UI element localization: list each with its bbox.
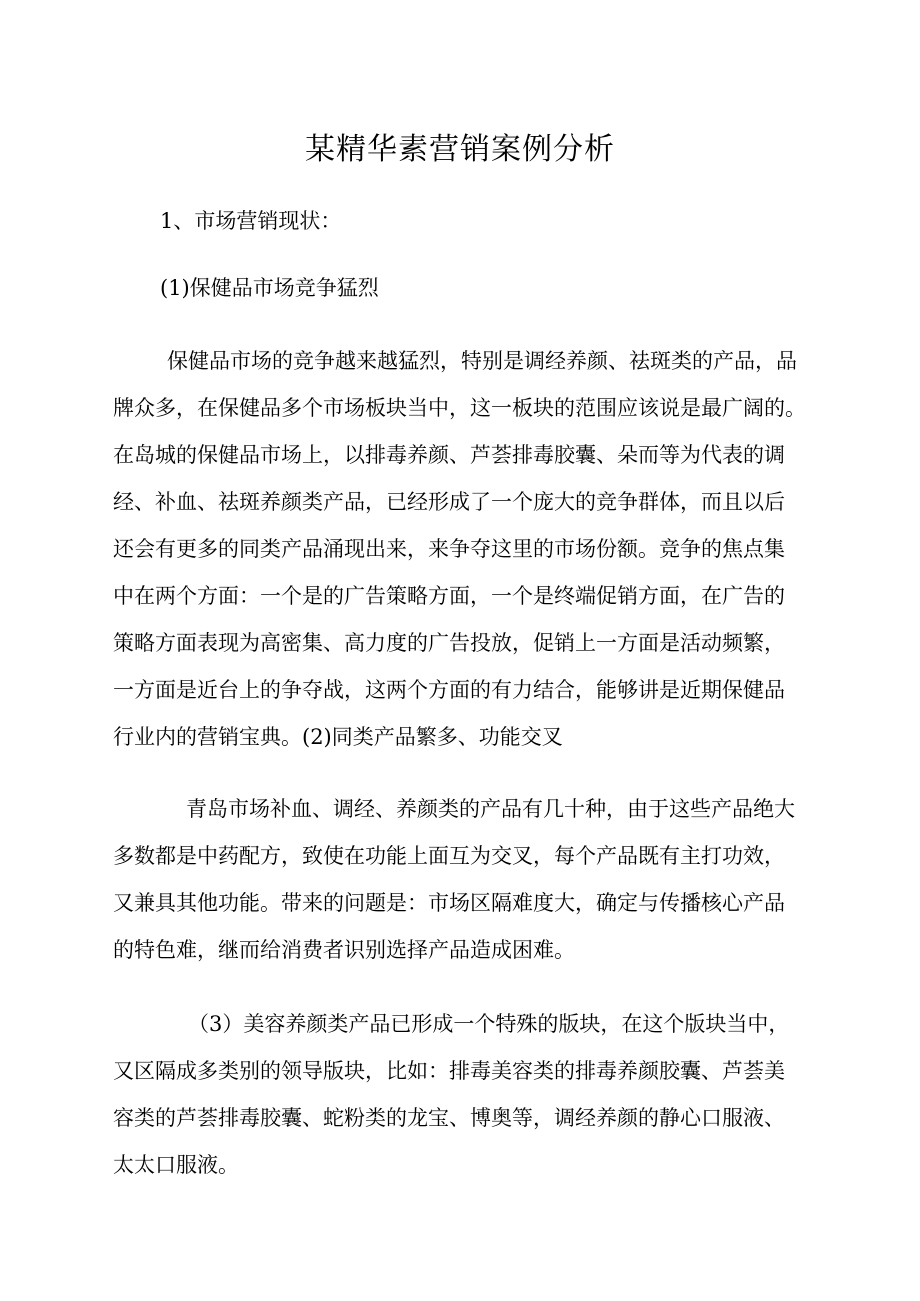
paragraph-line: 保健品市场的竞争越来越猛烈，特别是调经养颜、祛斑类的产品，品 — [167, 349, 797, 373]
paragraph-line: 又区隔成多类别的领导版块，比如：排毒美容类的排毒养颜胶囊、芦荟美 — [113, 1059, 785, 1083]
paragraph-line: 还会有更多的同类产品涌现出来，来争夺这里的市场份额。竞争的焦点集 — [113, 537, 785, 561]
paragraph-competition — [113, 338, 825, 761]
section-heading-market-status: 1、市场营销现状： — [160, 209, 342, 233]
paragraph-similar-products — [113, 786, 825, 974]
paragraph-line: 容类的芦荟排毒胶囊、蛇粉类的龙宝、博奥等，调经养颜的静心口服液、 — [113, 1106, 785, 1130]
paragraph-line: 多数都是中药配方，致使在功能上面互为交叉，每个产品既有主打功效， — [113, 844, 785, 868]
paragraph-line: 又兼具其他功能。带来的问题是：市场区隔难度大，确定与传播核心产品 — [113, 891, 785, 915]
document-title: 某精华素营销案例分析 — [305, 132, 615, 167]
paragraph-line: 在岛城的保健品市场上，以排毒养颜、芦荟排毒胶囊、朵而等为代表的调 — [113, 443, 785, 467]
paragraph-line: 一方面是近台上的争夺战，这两个方面的有力结合，能够讲是近期保健品 — [113, 678, 785, 702]
paragraph-line: 青岛市场补血、调经、养颜类的产品有几十种，由于这些产品绝大 — [186, 797, 795, 821]
paragraph-line: （3）美容养颜类产品已形成一个特殊的版块，在这个版块当中， — [188, 1012, 790, 1036]
paragraph-line: 策略方面表现为高密集、高力度的广告投放，促销上一方面是活动频繁， — [113, 631, 785, 655]
paragraph-line: 经、补血、祛斑养颜类产品，已经形成了一个庞大的竞争群体，而且以后 — [113, 490, 785, 514]
paragraph-line: 行业内的营销宝典。(2)同类产品繁多、功能交叉 — [113, 725, 563, 749]
subsection-heading-competition: (1)保健品市场竞争猛烈 — [160, 276, 379, 300]
paragraph-line: 中在两个方面：一个是的广告策略方面，一个是终端促销方面，在广告的 — [113, 584, 785, 608]
paragraph-line: 的特色难，继而给消费者识别选择产品造成困难。 — [113, 938, 575, 962]
paragraph-line: 太太口服液。 — [113, 1153, 239, 1177]
paragraph-beauty-segment — [113, 1001, 825, 1189]
paragraph-line: 牌众多，在保健品多个市场板块当中，这一板块的范围应该说是最广阔的。 — [113, 396, 806, 420]
